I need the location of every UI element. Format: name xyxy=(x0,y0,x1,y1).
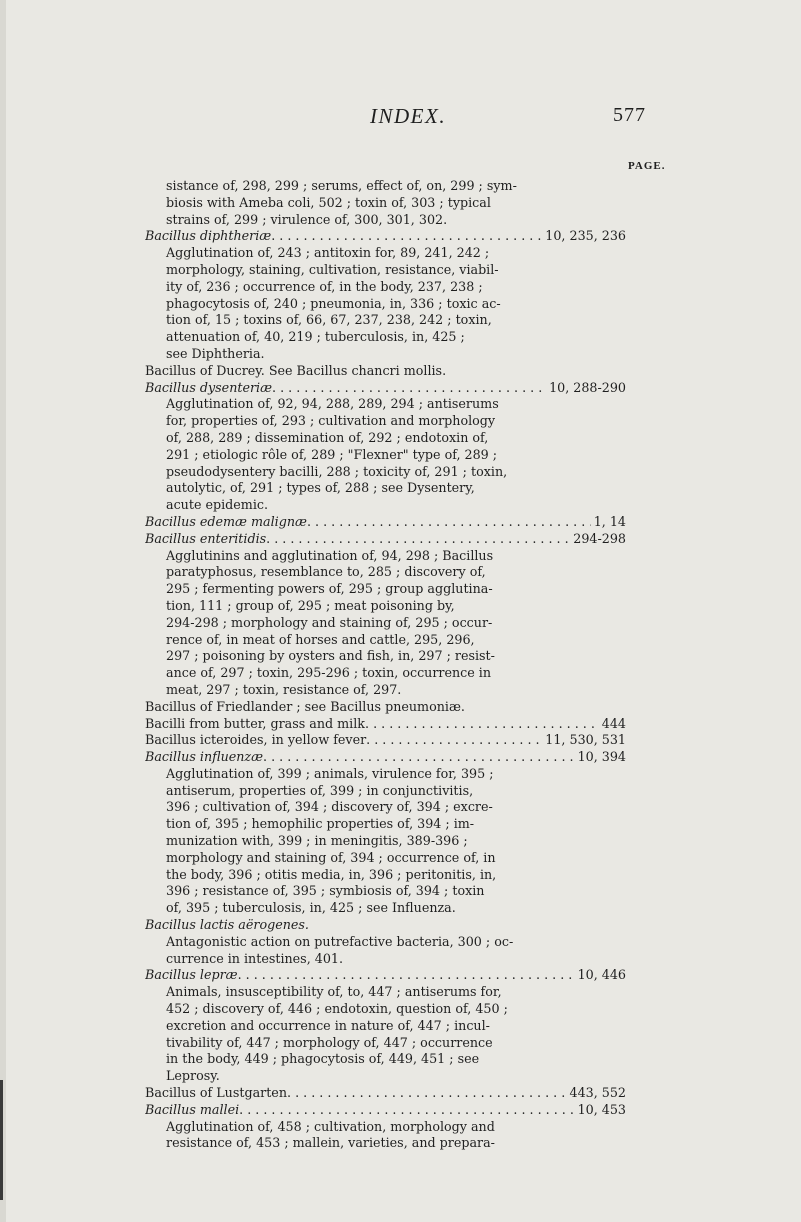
index-subentry-line: rence of, in meat of horses and cattle, 295, 296, xyxy=(166,631,475,647)
index-subentry-line: of, 395 ; tuberculosis, in, 425 ; see Influenza. xyxy=(166,900,456,916)
index-subentry-line: 295 ; fermenting powers of, 295 ; group agglutina- xyxy=(166,581,493,597)
index-subentry-line: antiserum, properties of, 399 ; in conjunctivitis, xyxy=(166,782,474,798)
index-heading-entry xyxy=(145,514,626,531)
index-heading-entry xyxy=(145,228,626,245)
index-subentry-line: ity of, 236 ; occurrence of, in the body, 237, 238 ; xyxy=(166,278,483,294)
index-subentry-line: Agglutination of, 92, 94, 288, 289, 294 ; antiserums xyxy=(166,396,499,412)
index-subentry-line: Leprosy. xyxy=(166,1068,220,1084)
index-subentry-line: 294-298 ; morphology and staining of, 295 ; occur- xyxy=(166,614,493,630)
index-subentry-line: Agglutinins and agglutination of, 94, 298 ; Bacillus xyxy=(166,547,494,563)
index-subentry-line: in the body, 449 ; phagocytosis of, 449, 451 ; see xyxy=(166,1051,480,1067)
entry-term: Bacillus dysenteriæ xyxy=(145,379,273,395)
index-subentry-line: tion of, 15 ; toxins of, 66, 67, 237, 238, 242 ; toxin, xyxy=(166,312,492,328)
index-subentry-line: 396 ; cultivation of, 394 ; discovery of, 394 ; excre- xyxy=(166,799,493,815)
dot-leader xyxy=(307,514,591,531)
index-subentry-line: 297 ; poisoning by oysters and fish, in, 297 ; resist- xyxy=(166,648,495,664)
dot-leader xyxy=(365,716,599,733)
entry-term: Bacillus lepræ xyxy=(145,967,238,983)
index-subentry-line: morphology, staining, cultivation, resistance, viabil- xyxy=(166,261,499,277)
index-heading-entry xyxy=(145,716,626,733)
dot-leader xyxy=(271,228,542,245)
entry-term: Bacillus edemæ malignæ xyxy=(145,513,307,529)
index-subentry-line: biosis with Ameba coli, 502 ; toxin of, 303 ; typical xyxy=(166,194,491,210)
page-edge xyxy=(0,0,6,1222)
index-subentry-line: Agglutination of, 399 ; animals, virulence for, 395 ; xyxy=(166,765,494,781)
index-subentry-line: resistance of, 453 ; mallein, varieties, and prepara- xyxy=(166,1135,495,1151)
index-subentry-line: strains of, 299 ; virulence of, 300, 301, 302. xyxy=(166,211,448,227)
entry-pages: 1, 14 xyxy=(593,513,626,529)
entry-pages: 11, 530, 531 xyxy=(545,732,626,748)
index-subentry-line: tivability of, 447 ; morphology of, 447 ; occurrence xyxy=(166,1034,493,1050)
entry-term: Bacillus of Lustgarten xyxy=(145,1085,287,1101)
index-heading-entry xyxy=(145,380,626,397)
index-subentry-line: autolytic, of, 291 ; types of, 288 ; see Dysentery, xyxy=(166,480,475,496)
index-heading-entry xyxy=(145,1085,626,1102)
index-heading-entry xyxy=(145,732,626,749)
index-subentry-line: tion, 111 ; group of, 295 ; meat poisoning by, xyxy=(166,597,455,613)
index-subentry-line: sistance of, 298, 299 ; serums, effect of, on, 299 ; sym- xyxy=(166,178,517,193)
dot-leader xyxy=(272,380,546,397)
dot-leader xyxy=(366,732,542,749)
page-column-label: PAGE. xyxy=(628,160,666,172)
dot-leader xyxy=(287,1085,567,1102)
dot-leader xyxy=(263,749,575,766)
entry-pages: 10, 235, 236 xyxy=(545,228,626,244)
index-subentry-line: tion of, 395 ; hemophilic properties of, 394 ; im- xyxy=(166,816,475,832)
entry-term: Bacilli from butter, grass and milk xyxy=(145,715,365,731)
index-subentry-line: excretion and occurrence in nature of, 447 ; incul- xyxy=(166,1017,490,1033)
index-subentry-line: morphology and staining of, 394 ; occurrence of, in xyxy=(166,849,496,865)
index-subentry-line: Agglutination of, 458 ; cultivation, morphology and xyxy=(166,1118,495,1134)
index-subentry-line: 291 ; etiologic rôle of, 289 ; "Flexner" type of, 289 ; xyxy=(166,446,498,462)
index-subentry-line: phagocytosis of, 240 ; pneumonia, in, 336 ; toxic ac- xyxy=(166,295,501,311)
index-subentry-line: the body, 396 ; otitis media, in, 396 ; peritonitis, in, xyxy=(166,866,497,882)
entry-pages: 10, 288-290 xyxy=(549,379,626,395)
index-subentry-line: pseudodysentery bacilli, 288 ; toxicity of, 291 ; toxin, xyxy=(166,463,508,479)
index-subentry-line: paratyphosus, resemblance to, 285 ; discovery of, xyxy=(166,564,486,580)
index-heading-entry xyxy=(145,531,626,548)
entry-pages: 10, 446 xyxy=(577,967,626,983)
entry-pages: 294-298 xyxy=(573,530,626,546)
index-subentry-line: Agglutination of, 243 ; antitoxin for, 89, 241, 242 ; xyxy=(166,245,490,261)
page-number: 577 xyxy=(613,104,646,126)
index-subentry-line: munization with, 399 ; in meningitis, 389-396 ; xyxy=(166,833,468,849)
index-entries xyxy=(145,178,626,1152)
dot-leader xyxy=(238,967,575,984)
entry-term: Bacillus enteritidis xyxy=(145,530,267,546)
entry-pages: 10, 394 xyxy=(577,749,626,765)
index-heading-entry: Bacillus lactis aërogenes. xyxy=(145,917,309,933)
index-heading-entry xyxy=(145,749,626,766)
index-subentry-line: acute epidemic. xyxy=(166,497,269,513)
index-subentry-line: 452 ; discovery of, 446 ; endotoxin, question of, 450 ; xyxy=(166,1001,508,1017)
index-subentry-line: see Diphtheria. xyxy=(166,345,265,361)
index-subentry-line: currence in intestines, 401. xyxy=(166,950,344,966)
running-header xyxy=(0,104,801,128)
index-subentry-line: of, 288, 289 ; dissemination of, 292 ; endotoxin of, xyxy=(166,429,489,445)
index-heading-entry xyxy=(145,1102,626,1119)
running-title: INDEX. xyxy=(370,104,447,128)
index-subentry-line: meat, 297 ; toxin, resistance of, 297. xyxy=(166,681,402,697)
entry-term: Bacillus icteroides, in yellow fever xyxy=(145,732,367,748)
dot-leader xyxy=(239,1102,574,1119)
entry-term: Bacillus mallei xyxy=(145,1101,240,1117)
index-subentry-line: for, properties of, 293 ; cultivation and morphology xyxy=(166,413,496,429)
entry-pages: 444 xyxy=(601,715,626,731)
index-heading-entry xyxy=(145,967,626,984)
index-subentry-line: Animals, insusceptibility of, to, 447 ; antiserums for, xyxy=(166,984,502,1000)
index-heading-entry: Bacillus of Ducrey. See Bacillus chancri mollis. xyxy=(145,362,447,378)
index-subentry-line: attenuation of, 40, 219 ; tuberculosis, in, 425 ; xyxy=(166,329,465,345)
index-subentry-line: ance of, 297 ; toxin, 295-296 ; toxin, occurrence in xyxy=(166,665,492,681)
binding-shadow xyxy=(0,1080,3,1200)
entry-pages: 10, 453 xyxy=(577,1101,626,1117)
dot-leader xyxy=(266,531,570,548)
index-subentry-line: Antagonistic action on putrefactive bacteria, 300 ; oc- xyxy=(166,933,514,949)
entry-term: Bacillus diphtheriæ xyxy=(145,228,272,244)
entry-term: Bacillus influenzæ xyxy=(145,749,264,765)
index-subentry-line: 396 ; resistance of, 395 ; symbiosis of, 394 ; toxin xyxy=(166,883,485,899)
index-heading-entry: Bacillus of Friedlander ; see Bacillus pneumoniæ. xyxy=(145,698,465,714)
entry-pages: 443, 552 xyxy=(569,1085,626,1101)
